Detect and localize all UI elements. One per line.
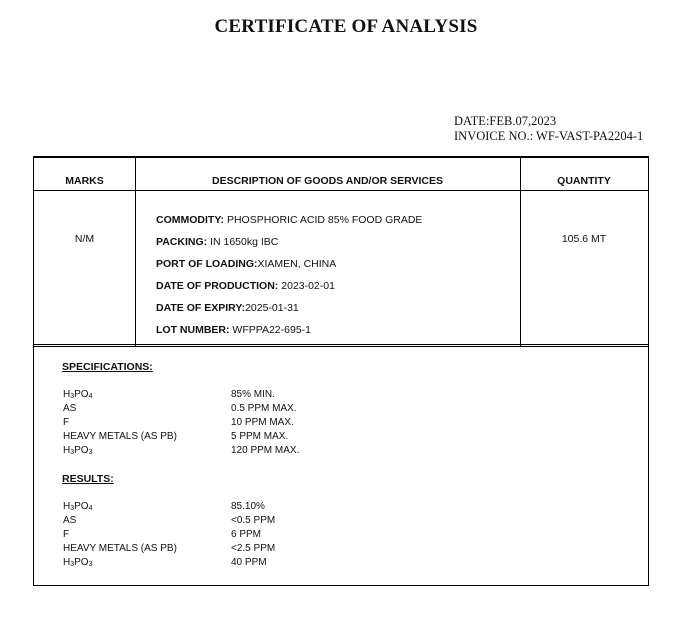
production-date-value: 2023-02-01	[278, 280, 335, 292]
port-of-loading-value: XIAMEN, CHINA	[257, 258, 337, 270]
result-item: HEAVY METALS (AS PB)	[63, 543, 177, 554]
spec-item: HEAVY METALS (AS PB)	[63, 431, 177, 442]
spec-value: 5 PPM MAX.	[231, 431, 289, 442]
spec-row	[63, 389, 463, 403]
lot-number-label: LOT NUMBER:	[156, 324, 230, 336]
document-title: CERTIFICATE OF ANALYSIS	[214, 16, 478, 37]
spec-item: AS	[63, 403, 77, 414]
result-row	[63, 515, 463, 529]
lot-number-value: WFPPA22-695-1	[229, 324, 312, 336]
commodity-label: COMMODITY:	[156, 214, 225, 226]
results-title: RESULTS:	[62, 473, 114, 485]
description-header: DESCRIPTION OF GOODS AND/OR SERVICES	[211, 175, 444, 187]
specifications-title: SPECIFICATIONS:	[62, 361, 153, 373]
spec-row	[63, 417, 463, 431]
packing-line	[156, 236, 278, 248]
spec-item: $H_3PO_3$	[63, 445, 93, 456]
spec-value: 85% MIN.	[231, 389, 275, 400]
result-row	[63, 501, 463, 515]
spec-row	[63, 431, 463, 445]
marks-header: MARKS	[65, 175, 104, 187]
result-row	[63, 543, 463, 557]
result-item: $H_3PO_4$	[63, 501, 93, 512]
commodity-value: PHOSPHORIC ACID 85% FOOD GRADE	[224, 214, 423, 226]
result-value: <2.5 PPM	[231, 543, 276, 554]
result-value: 6 PPM	[231, 529, 262, 540]
quantity-header: QUANTITY	[557, 175, 611, 187]
spec-row	[63, 403, 463, 417]
result-row	[63, 557, 463, 571]
production-date-line	[156, 280, 335, 292]
lot-number-line	[156, 324, 311, 336]
result-row	[63, 529, 463, 543]
marks-value: N/M	[74, 233, 95, 245]
result-item: F	[63, 529, 70, 540]
spec-value: 10 PPM MAX.	[231, 417, 294, 428]
spec-value: 0.5 PPM MAX.	[231, 403, 297, 414]
result-value: 85.10%	[231, 501, 265, 512]
result-value: 40 PPM	[231, 557, 267, 568]
spec-row	[63, 445, 463, 459]
spec-item: F	[63, 417, 70, 428]
commodity-line	[156, 214, 422, 226]
invoice-number: INVOICE NO.: WF-VAST-PA2204-1	[454, 129, 644, 143]
analysis-section	[33, 344, 649, 586]
port-of-loading-label: PORT OF LOADING:	[156, 258, 258, 270]
spec-value: 120 PPM MAX.	[231, 445, 300, 456]
goods-table	[33, 156, 649, 347]
expiry-date-line	[156, 302, 299, 314]
packing-value: IN 1650kg IBC	[207, 236, 279, 248]
expiry-date-label: DATE OF EXPIRY:	[156, 302, 246, 314]
production-date-label: DATE OF PRODUCTION:	[156, 280, 279, 292]
packing-label: PACKING:	[156, 236, 208, 248]
result-item: AS	[63, 515, 77, 526]
header-divider	[34, 190, 648, 191]
document-date: DATE:FEB.07,2023	[454, 114, 557, 128]
result-item: $H_3PO_3$	[63, 557, 93, 568]
quantity-value: 105.6 MT	[561, 233, 607, 245]
spec-item: $H_3PO_4$	[63, 389, 93, 400]
port-of-loading-line	[156, 258, 336, 270]
expiry-date-value: 2025-01-31	[245, 302, 299, 314]
result-value: <0.5 PPM	[231, 515, 276, 526]
